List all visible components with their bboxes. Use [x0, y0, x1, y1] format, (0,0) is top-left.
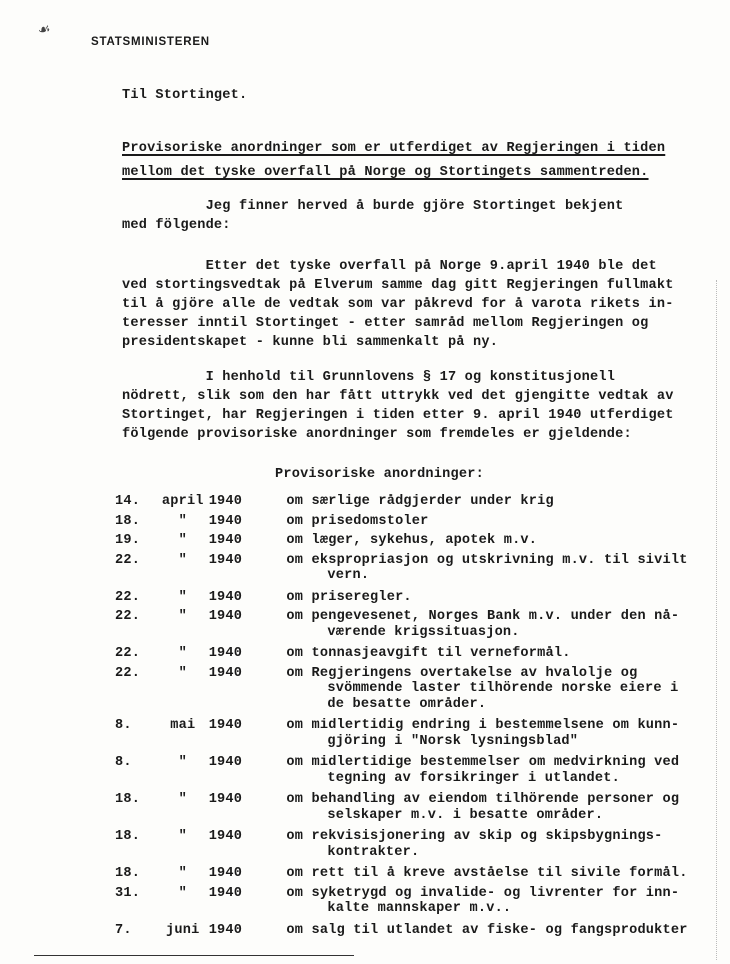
addressee: Til Stortinget. [122, 88, 248, 103]
title-line: mellom det tyske overfall på Norge og Stortingets sammentreden. [122, 165, 649, 180]
ordinance-row [115, 533, 715, 549]
title-line: Provisoriske anordninger som er utferdiget av Regjeringen i tiden [122, 141, 666, 156]
ordinance-subject [286, 609, 715, 640]
ordinance-subject-continuation: kalte mannskaper m.v.. [327, 901, 512, 916]
ordinance-subject-continuation: værende krigssituasjon. [327, 624, 520, 640]
ordinance-month: juni [166, 922, 200, 938]
ordinance-month: " [178, 533, 187, 548]
ordinance-subject [286, 792, 715, 823]
ordinance-day: 22. [115, 646, 141, 661]
ordinance-subject-line: om læger, sykehus, apotek m.v. [286, 533, 538, 548]
ordinance-year: 1940 [208, 552, 243, 568]
ordinance-month: " [178, 792, 187, 807]
archive-stamp-mark: ☙ [36, 21, 52, 39]
ordinance-year: 1940 [208, 885, 243, 901]
ordinance-day: 8. [115, 718, 132, 733]
ordinance-day: 22. [115, 552, 141, 568]
list-heading: Provisoriske anordninger: [275, 467, 484, 482]
ordinance-subject [286, 494, 715, 510]
ordinance-month: mai [170, 718, 196, 733]
ordinance-row [115, 923, 715, 939]
intro-paragraph: Jeg finner herved å burde gjöre Stortinget bekjent med fölgende: [122, 199, 624, 233]
ordinance-year: 1940 [208, 755, 243, 770]
ordinance-subject [286, 590, 715, 606]
ordinance-row [115, 866, 715, 882]
ordinance-month: " [178, 866, 187, 881]
ordinance-year: 1940 [208, 829, 243, 844]
ordinance-subject-line: om pengevesenet, Norges Bank m.v. under den nå- [286, 609, 680, 624]
ordinance-subject-continuation: tegning av forsikringer i utlandet. [327, 770, 620, 786]
ordinance-row [115, 553, 715, 584]
ordinance-subject [286, 553, 715, 584]
ordinance-subject-line: om rett til å kreve avståelse til sivile formål. [286, 866, 688, 881]
ordinance-day: 31. [115, 885, 141, 901]
ordinance-subject-line: om Regjeringens overtakelse av hvalolje og [286, 665, 638, 681]
ordinance-subject-line: om særlige rådgjerder under krig [286, 494, 554, 509]
ordinance-day: 14. [115, 494, 141, 509]
ordinance-subject [286, 866, 715, 882]
ordinance-row [115, 646, 715, 662]
ordinance-day: 18. [115, 829, 141, 844]
ordinance-day: 18. [115, 513, 141, 529]
ordinance-subject-continuation: gjöring i "Norsk lysningsblad" [327, 733, 579, 749]
ordinance-day: 22. [115, 665, 141, 681]
ordinance-day: 22. [115, 609, 141, 624]
ordinance-year: 1940 [208, 589, 243, 605]
ordinance-year: 1940 [208, 646, 243, 661]
ordinance-row [115, 886, 715, 917]
ordinance-year: 1940 [208, 533, 243, 548]
ordinance-row [115, 590, 715, 606]
ordinance-row [115, 829, 715, 860]
ordinance-month: " [178, 885, 187, 901]
ordinance-subject-continuation: vern. [327, 568, 370, 583]
ordinance-year: 1940 [208, 494, 243, 509]
ordinance-year: 1940 [208, 665, 243, 681]
ordinance-subject-line: om behandling av eiendom tilhörende personer og [286, 792, 680, 807]
ordinance-row [115, 494, 715, 510]
ordinance-day: 22. [115, 589, 141, 605]
ordinance-day: 8. [115, 755, 132, 770]
ordinance-subject-line: om prisedomstoler [286, 513, 429, 529]
ordinance-year: 1940 [208, 866, 243, 881]
ordinance-subject-line: om salg til utlandet av fiske- og fangsprodukter [286, 922, 688, 938]
ordinance-subject [286, 533, 715, 549]
background-paragraph: Etter det tyske overfall på Norge 9.april 1940 ble det ved stortingsvedtak på Elverum samme dag gitt Regjeringen fullmakt til å gjöre alle de vedtak som var påkrevd for å varota rikets in- teresser inntil Stortinget - etter samråd mellom Regjeringen og presidentskapet - kunne bli sammenkalt på ny. [122, 259, 674, 350]
ordinance-row [115, 514, 715, 530]
ordinance-day: 19. [115, 533, 141, 548]
ordinance-month: " [178, 646, 187, 661]
ordinance-day: 7. [115, 922, 132, 938]
bottom-rule [34, 955, 354, 956]
ordinance-subject-line: om midlertidige bestemmelser om medvirkning ved [286, 755, 680, 770]
ordinance-subject-line: om priseregler. [286, 589, 412, 605]
ordinance-year: 1940 [208, 792, 243, 807]
ordinance-subject [286, 829, 715, 860]
ordinance-day: 18. [115, 866, 141, 881]
ordinance-row [115, 792, 715, 823]
ordinance-subject [286, 666, 715, 713]
ordinance-subject [286, 514, 715, 530]
ordinance-row [115, 718, 715, 749]
ordinance-day: 18. [115, 792, 141, 807]
ordinance-month: " [178, 665, 187, 681]
ordinance-subject [286, 923, 715, 939]
ordinance-subject [286, 646, 715, 662]
ordinance-year: 1940 [208, 609, 243, 624]
ordinance-subject-line: om tonnasjeavgift til verneformål. [286, 646, 571, 661]
document-title [122, 137, 712, 185]
ordinance-subject-continuation: svömmende laster tilhörende norske eiere i de besatte områder. [327, 681, 679, 712]
ordinance-row [115, 609, 715, 640]
legal-basis-paragraph: I henhold til Grunnlovens § 17 og konstitusjonell nödrett, slik som den har fått uttrykk ved det gjengitte vedtak av Stortinget, har Regjeringen i tiden etter 9. april 1940 utferdiget fölgende provisoriske anordninger som fremdeles er gjeldende: [122, 370, 674, 442]
ordinance-month: " [178, 589, 187, 605]
ordinance-subject-continuation: kontrakter. [327, 844, 420, 860]
ordinance-month: " [178, 513, 187, 529]
ordinance-row [115, 755, 715, 786]
ordinance-month: " [178, 755, 187, 770]
ordinance-subject-line: om rekvisisjonering av skip og skipsbygnings- [286, 829, 663, 844]
ordinance-subject-line: om midlertidig endring i bestemmelsene om kunn- [286, 718, 680, 733]
ordinance-row [115, 666, 715, 713]
ordinance-list [115, 494, 715, 942]
ordinance-subject [286, 886, 715, 917]
ordinance-month: " [178, 829, 187, 844]
ordinance-subject-continuation: selskaper m.v. i besatte områder. [327, 807, 604, 823]
ordinance-subject [286, 718, 715, 749]
ordinance-year: 1940 [208, 718, 243, 733]
letterhead: STATSMINISTEREN [91, 36, 210, 48]
ordinance-subject-line: om syketrygd og invalide- og livrenter for inn- [286, 885, 680, 901]
ordinance-month: april [161, 494, 204, 509]
ordinance-year: 1940 [208, 922, 243, 938]
ordinance-subject [286, 755, 715, 786]
ordinance-month: " [178, 552, 187, 568]
ordinance-month: " [178, 609, 187, 624]
margin-line [716, 280, 717, 960]
ordinance-year: 1940 [208, 513, 243, 529]
ordinance-subject-line: om ekspropriasjon og utskrivning m.v. til sivilt [286, 552, 688, 568]
